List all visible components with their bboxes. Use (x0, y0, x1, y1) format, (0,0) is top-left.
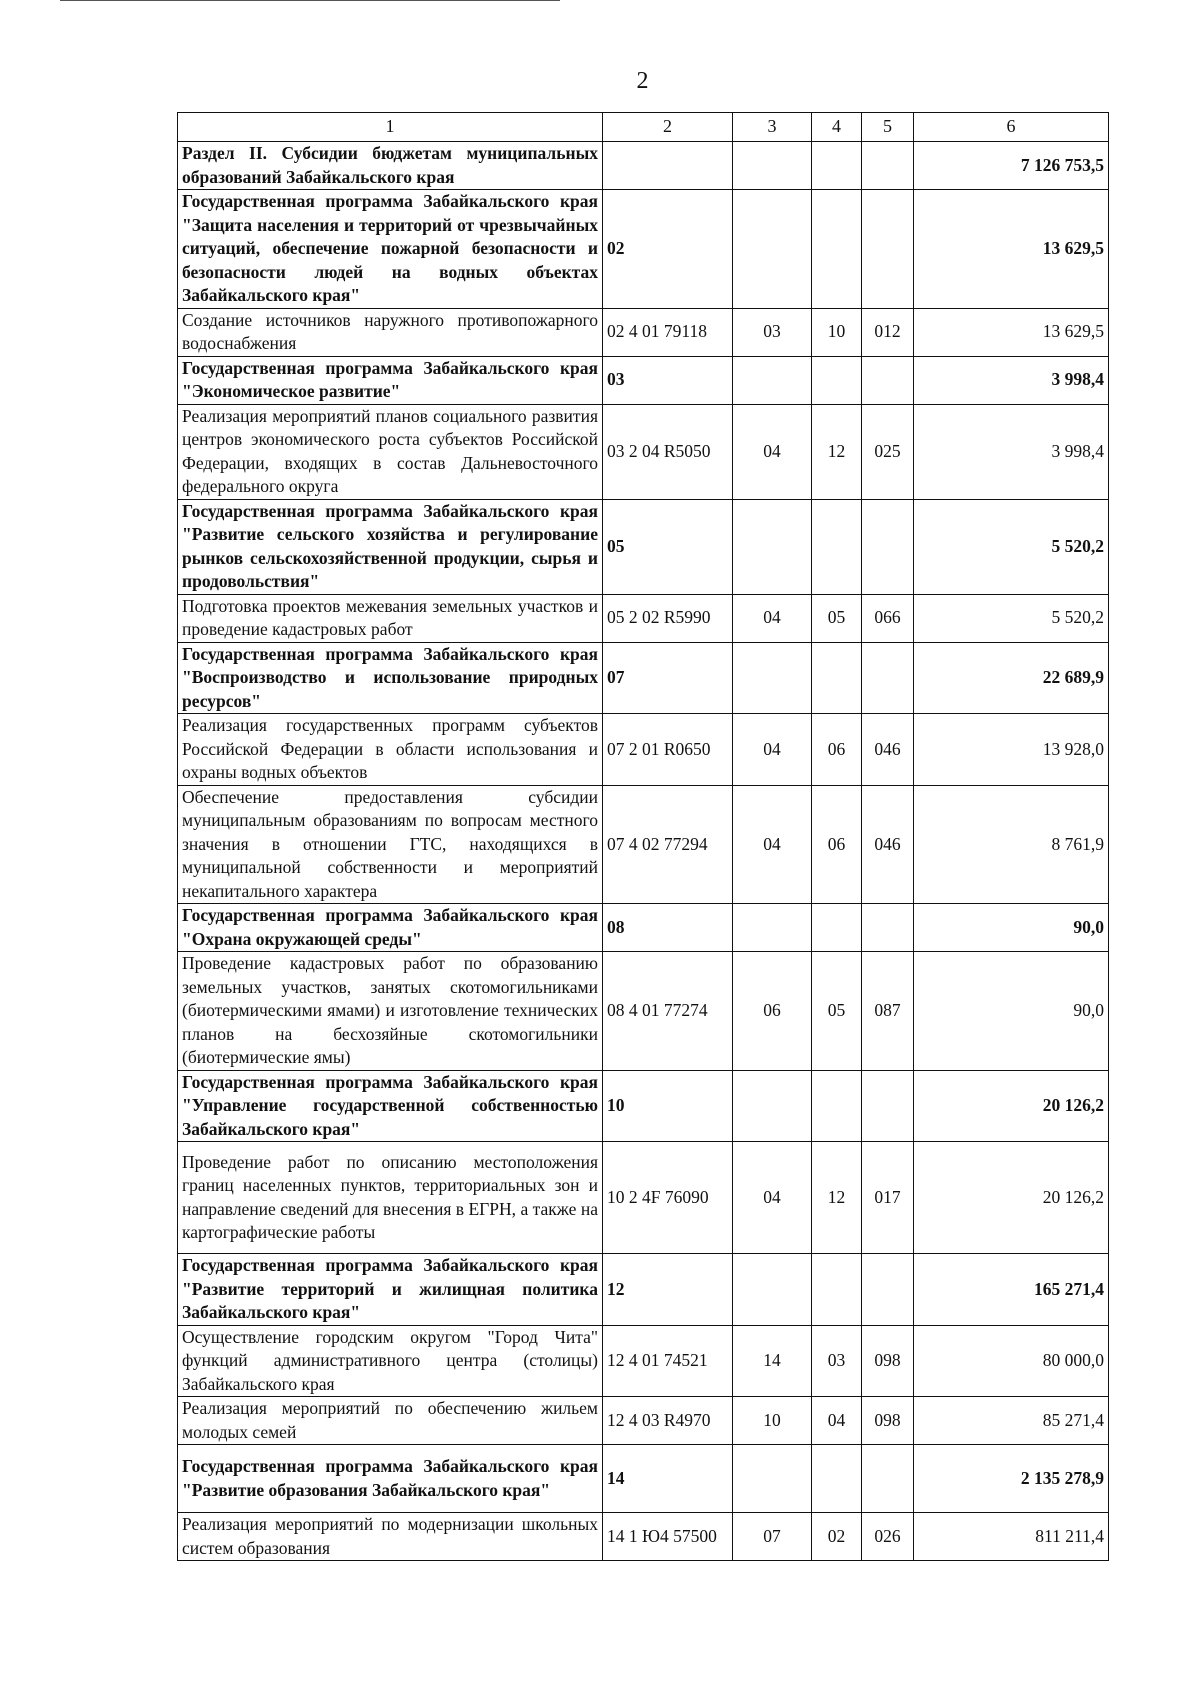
row-type-cell: 046 (862, 785, 914, 904)
row-name-cell: Государственная программа Забайкальского края "Защита населения и территорий от чрезвычайных ситуаций, обеспечение пожарной безопасности и безопасности людей на водных объектах Забайкальского края" (178, 190, 603, 309)
row-section-cell (733, 356, 812, 404)
row-amount-cell: 90,0 (914, 952, 1109, 1071)
row-type-cell (862, 356, 914, 404)
row-type-cell: 098 (862, 1325, 914, 1397)
program-row (178, 142, 1109, 190)
row-code-cell: 10 2 4F 76090 (603, 1142, 733, 1254)
row-subsection-cell (812, 142, 862, 190)
row-code-cell: 05 (603, 499, 733, 594)
row-subsection-cell (812, 1070, 862, 1142)
row-name-cell: Осуществление городским округом "Город Чита" функций административного центра (столицы) Забайкальского края (178, 1325, 603, 1397)
row-name-cell: Государственная программа Забайкальского края "Развитие образования Забайкальского края" (178, 1445, 603, 1513)
measure-row (178, 785, 1109, 904)
table-header-row (178, 113, 1109, 142)
row-amount-cell: 5 520,2 (914, 594, 1109, 642)
measure-row (178, 714, 1109, 786)
row-code-cell: 08 (603, 904, 733, 952)
program-row (178, 1254, 1109, 1326)
row-name-cell: Раздел II. Субсидии бюджетам муниципальных образований Забайкальского края (178, 142, 603, 190)
program-row (178, 190, 1109, 309)
row-code-cell: 03 2 04 R5050 (603, 404, 733, 499)
measure-row (178, 404, 1109, 499)
measure-row (178, 308, 1109, 356)
row-subsection-cell (812, 190, 862, 309)
row-type-cell (862, 190, 914, 309)
row-section-cell: 04 (733, 714, 812, 786)
row-name-cell: Проведение работ по описанию местоположения границ населенных пунктов, территориальных зон и направление сведений для внесения в ЕГРН, а также на картографические работы (178, 1142, 603, 1254)
row-subsection-cell: 05 (812, 952, 862, 1071)
measure-row (178, 1142, 1109, 1254)
measure-row (178, 952, 1109, 1071)
row-name-cell: Государственная программа Забайкальского края "Управление государственной собственностью Забайкальского края" (178, 1070, 603, 1142)
row-section-cell: 06 (733, 952, 812, 1071)
row-amount-cell: 165 271,4 (914, 1254, 1109, 1326)
row-section-cell: 04 (733, 404, 812, 499)
row-amount-cell: 3 998,4 (914, 356, 1109, 404)
row-subsection-cell (812, 642, 862, 714)
row-type-cell (862, 1070, 914, 1142)
row-section-cell: 04 (733, 594, 812, 642)
row-type-cell (862, 1254, 914, 1326)
row-amount-cell: 13 629,5 (914, 190, 1109, 309)
row-subsection-cell: 12 (812, 1142, 862, 1254)
row-type-cell: 025 (862, 404, 914, 499)
row-section-cell: 10 (733, 1397, 812, 1445)
program-row (178, 356, 1109, 404)
program-row (178, 904, 1109, 952)
row-amount-cell: 811 211,4 (914, 1513, 1109, 1561)
row-subsection-cell (812, 1254, 862, 1326)
row-section-cell: 03 (733, 308, 812, 356)
row-section-cell (733, 642, 812, 714)
row-name-cell: Государственная программа Забайкальского края "Развитие сельского хозяйства и регулирование рынков сельскохозяйственной продукции, сырья и продовольствия" (178, 499, 603, 594)
row-type-cell: 087 (862, 952, 914, 1071)
row-amount-cell: 13 629,5 (914, 308, 1109, 356)
row-subsection-cell: 03 (812, 1325, 862, 1397)
row-name-cell: Государственная программа Забайкальского края "Экономическое развитие" (178, 356, 603, 404)
row-amount-cell: 7 126 753,5 (914, 142, 1109, 190)
row-code-cell: 05 2 02 R5990 (603, 594, 733, 642)
row-name-cell: Реализация мероприятий по обеспечению жильем молодых семей (178, 1397, 603, 1445)
row-amount-cell: 2 135 278,9 (914, 1445, 1109, 1513)
row-section-cell (733, 1445, 812, 1513)
row-section-cell: 07 (733, 1513, 812, 1561)
row-amount-cell: 5 520,2 (914, 499, 1109, 594)
row-section-cell (733, 190, 812, 309)
measure-row (178, 1513, 1109, 1561)
row-code-cell: 10 (603, 1070, 733, 1142)
row-code-cell: 07 (603, 642, 733, 714)
row-subsection-cell (812, 356, 862, 404)
row-section-cell (733, 1254, 812, 1326)
row-code-cell: 07 4 02 77294 (603, 785, 733, 904)
row-section-cell (733, 499, 812, 594)
row-amount-cell: 20 126,2 (914, 1070, 1109, 1142)
scan-edge-line (60, 0, 560, 1)
program-row (178, 499, 1109, 594)
row-amount-cell: 8 761,9 (914, 785, 1109, 904)
row-code-cell: 12 4 01 74521 (603, 1325, 733, 1397)
row-name-cell: Государственная программа Забайкальского края "Охрана окружающей среды" (178, 904, 603, 952)
row-code-cell: 07 2 01 R0650 (603, 714, 733, 786)
row-subsection-cell (812, 904, 862, 952)
row-code-cell: 14 (603, 1445, 733, 1513)
row-section-cell: 04 (733, 1142, 812, 1254)
program-row (178, 642, 1109, 714)
row-subsection-cell (812, 499, 862, 594)
measure-row (178, 594, 1109, 642)
header-cell: 5 (862, 113, 914, 142)
page-number: 2 (636, 68, 649, 94)
row-subsection-cell (812, 1445, 862, 1513)
row-subsection-cell: 10 (812, 308, 862, 356)
row-amount-cell: 3 998,4 (914, 404, 1109, 499)
row-subsection-cell: 04 (812, 1397, 862, 1445)
row-name-cell: Реализация государственных программ субъектов Российской Федерации в области использования и охраны водных объектов (178, 714, 603, 786)
row-name-cell: Обеспечение предоставления субсидии муниципальным образованиям по вопросам местного значения в отношении ГТС, находящихся в муниципальной собственности и мероприятий некапитального характера (178, 785, 603, 904)
header-cell: 4 (812, 113, 862, 142)
program-row (178, 1445, 1109, 1513)
row-code-cell: 14 1 Ю4 57500 (603, 1513, 733, 1561)
measure-row (178, 1325, 1109, 1397)
row-name-cell: Государственная программа Забайкальского края "Развитие территорий и жилищная политика Забайкальского края" (178, 1254, 603, 1326)
row-name-cell: Подготовка проектов межевания земельных участков и проведение кадастровых работ (178, 594, 603, 642)
row-section-cell: 04 (733, 785, 812, 904)
row-code-cell: 08 4 01 77274 (603, 952, 733, 1071)
measure-row (178, 1397, 1109, 1445)
row-type-cell: 026 (862, 1513, 914, 1561)
header-cell: 2 (603, 113, 733, 142)
row-type-cell: 017 (862, 1142, 914, 1254)
row-subsection-cell: 02 (812, 1513, 862, 1561)
row-name-cell: Реализация мероприятий планов социального развития центров экономического роста субъектов Российской Федерации, входящих в состав Дальневосточного федерального округа (178, 404, 603, 499)
row-code-cell (603, 142, 733, 190)
row-amount-cell: 13 928,0 (914, 714, 1109, 786)
row-amount-cell: 80 000,0 (914, 1325, 1109, 1397)
row-amount-cell: 90,0 (914, 904, 1109, 952)
row-code-cell: 03 (603, 356, 733, 404)
row-type-cell (862, 499, 914, 594)
row-type-cell: 098 (862, 1397, 914, 1445)
row-amount-cell: 22 689,9 (914, 642, 1109, 714)
program-row (178, 1070, 1109, 1142)
budget-table (177, 112, 1109, 1561)
row-amount-cell: 20 126,2 (914, 1142, 1109, 1254)
row-section-cell: 14 (733, 1325, 812, 1397)
row-section-cell (733, 904, 812, 952)
row-code-cell: 02 (603, 190, 733, 309)
row-subsection-cell: 06 (812, 714, 862, 786)
row-type-cell (862, 1445, 914, 1513)
row-amount-cell: 85 271,4 (914, 1397, 1109, 1445)
row-code-cell: 02 4 01 79118 (603, 308, 733, 356)
row-name-cell: Реализация мероприятий по модернизации школьных систем образования (178, 1513, 603, 1561)
row-type-cell (862, 642, 914, 714)
header-cell: 3 (733, 113, 812, 142)
row-type-cell: 046 (862, 714, 914, 786)
row-type-cell (862, 142, 914, 190)
row-subsection-cell: 05 (812, 594, 862, 642)
row-section-cell (733, 1070, 812, 1142)
row-code-cell: 12 4 03 R4970 (603, 1397, 733, 1445)
row-subsection-cell: 12 (812, 404, 862, 499)
row-type-cell: 066 (862, 594, 914, 642)
row-name-cell: Проведение кадастровых работ по образованию земельных участков, занятых скотомогильниками (биотермическими ямами) и изготовление технических планов на бесхозяйные скотомогильники (биотермические ямы) (178, 952, 603, 1071)
row-code-cell: 12 (603, 1254, 733, 1326)
row-type-cell: 012 (862, 308, 914, 356)
row-type-cell (862, 904, 914, 952)
row-subsection-cell: 06 (812, 785, 862, 904)
header-cell: 1 (178, 113, 603, 142)
row-name-cell: Государственная программа Забайкальского края "Воспроизводство и использование природных ресурсов" (178, 642, 603, 714)
row-name-cell: Создание источников наружного противопожарного водоснабжения (178, 308, 603, 356)
row-section-cell (733, 142, 812, 190)
header-cell: 6 (914, 113, 1109, 142)
